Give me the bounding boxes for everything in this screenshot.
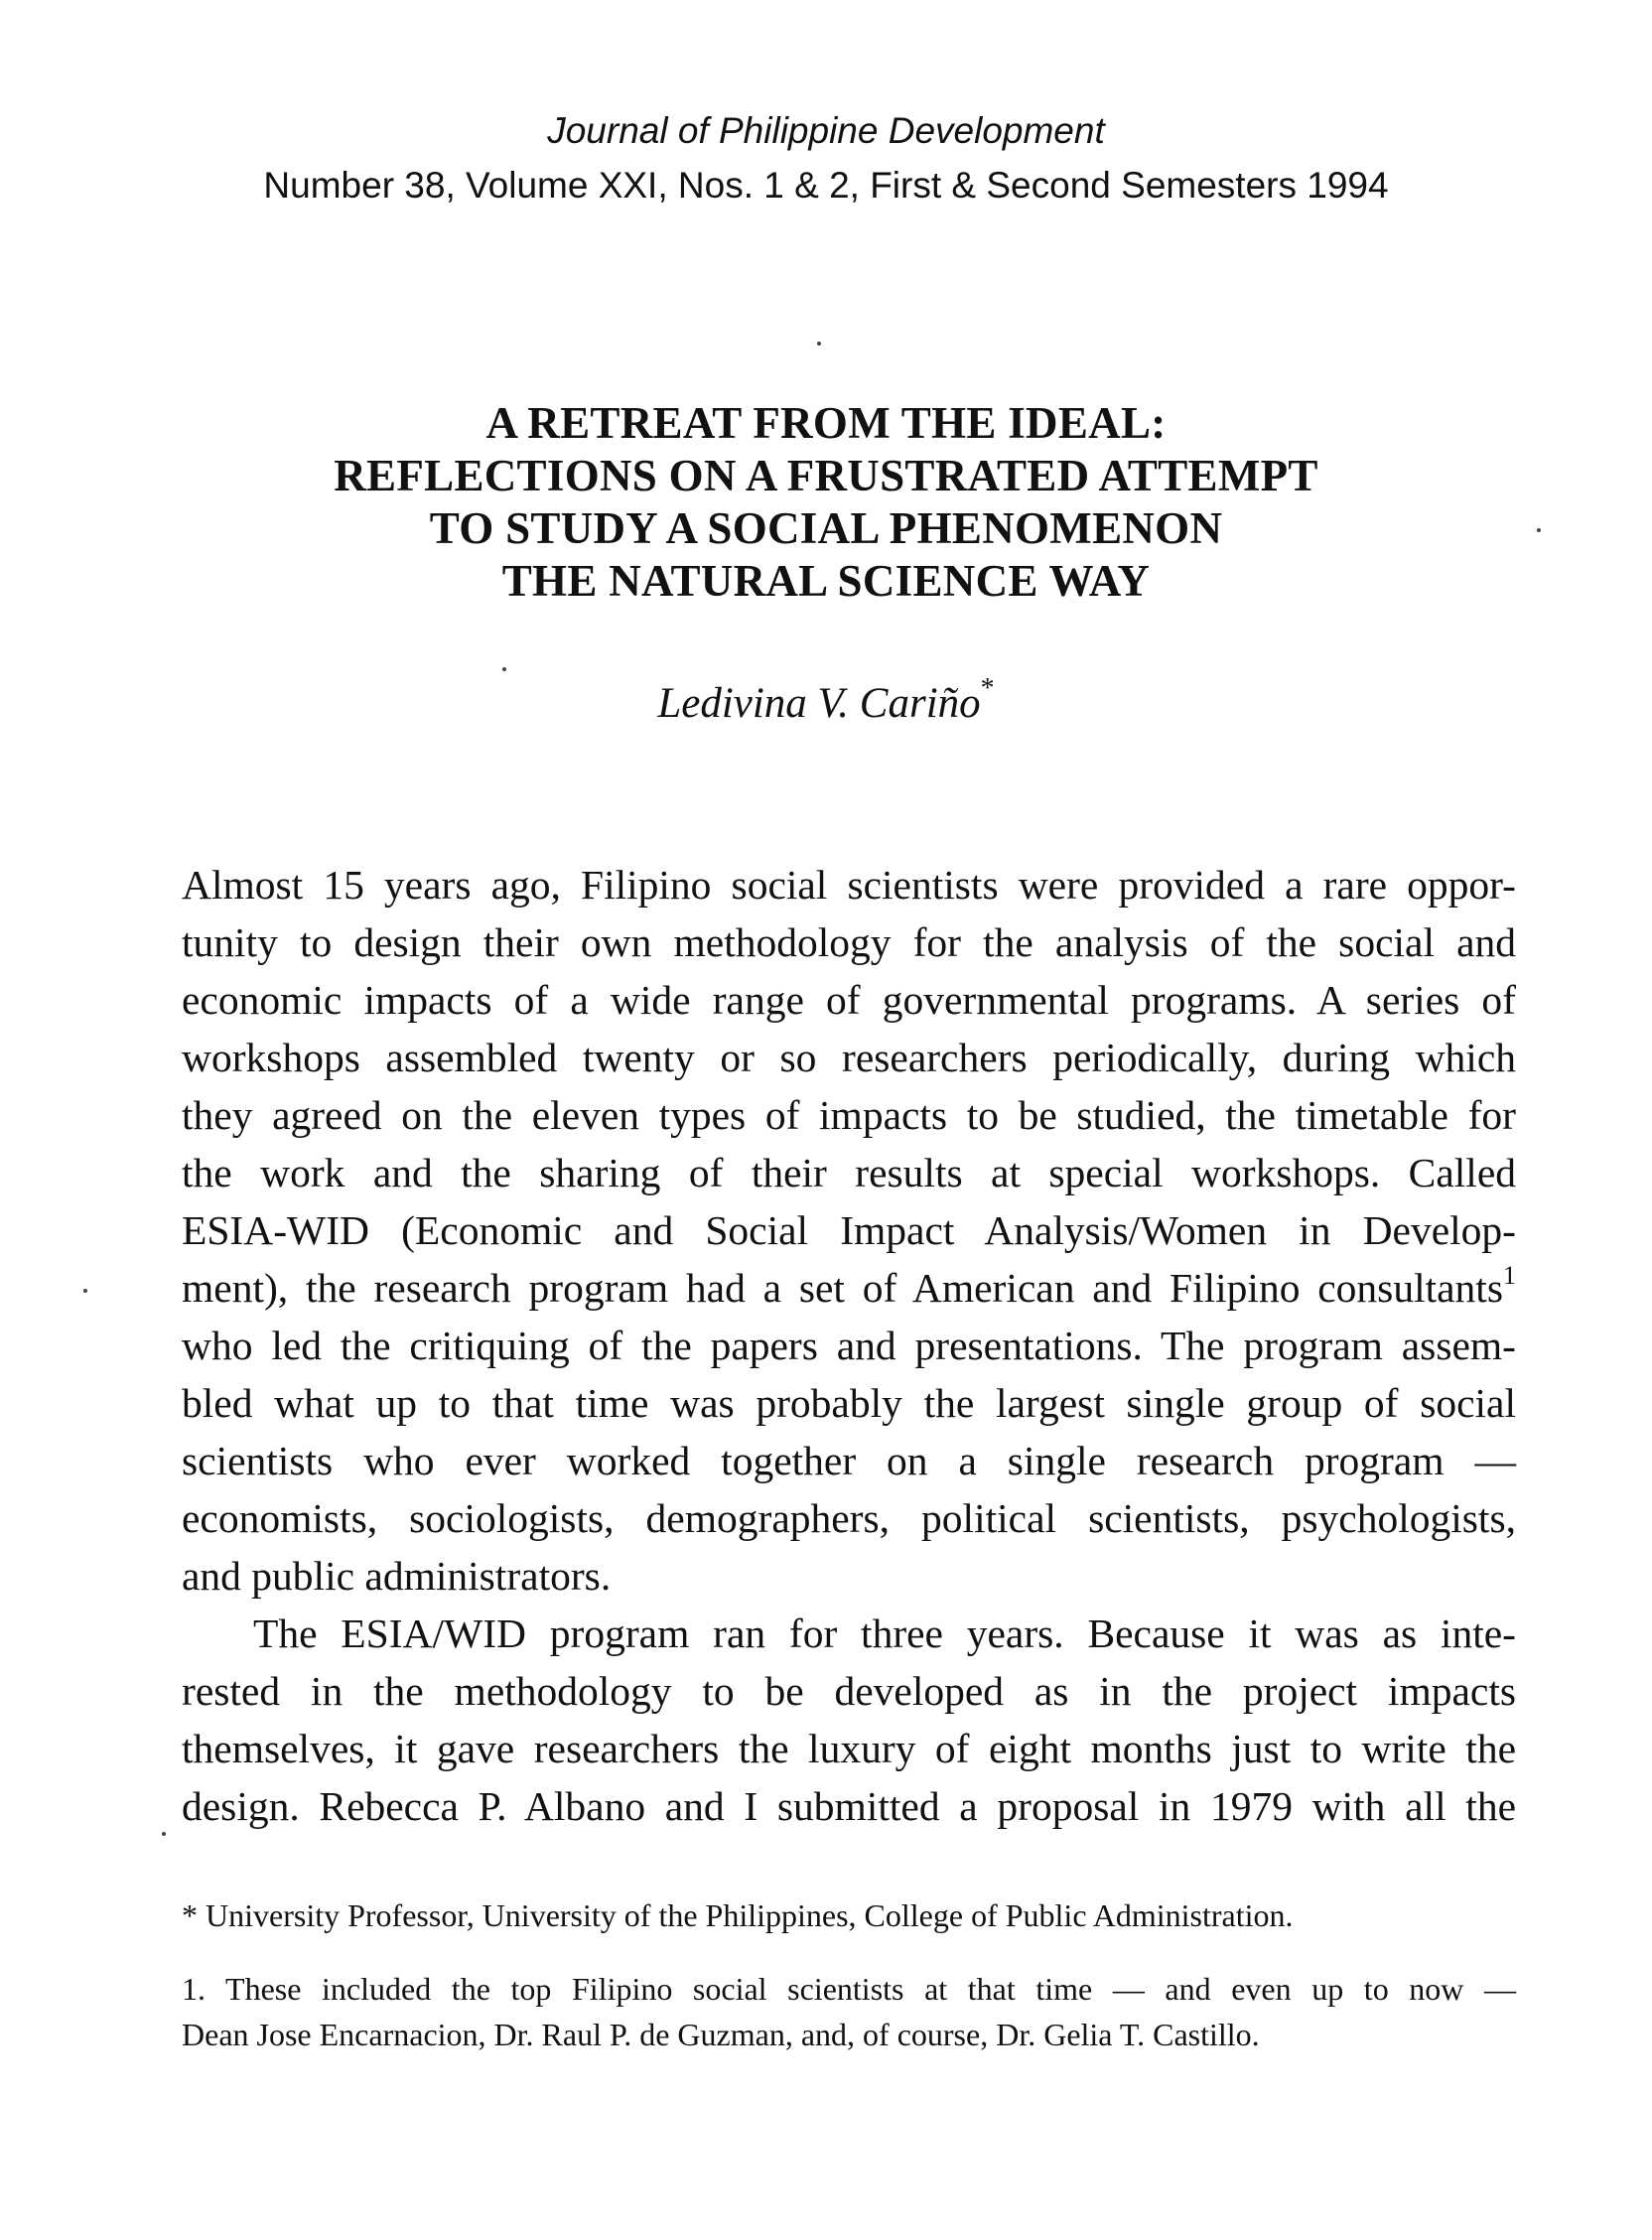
body-line: economic impacts of a wide range of governmental programs. A series of	[182, 977, 1516, 1023]
body-line-with-footnote	[182, 1259, 1516, 1317]
body-line: bled what up to that time was probably the largest single group of social	[182, 1380, 1516, 1426]
scan-speck	[162, 1832, 166, 1836]
body-line: Almost 15 years ago, Filipino social scientists were provided a rare oppor-	[182, 862, 1516, 908]
footnote-star: * University Professor, University of the Philippines, College of Public Administration.	[182, 1897, 1294, 1933]
title-line: THE NATURAL SCIENCE WAY	[501, 556, 1151, 606]
footnotes	[182, 1892, 1516, 2057]
body-line: design. Rebecca P. Albano and I submitted a proposal in 1979 with all the	[182, 1783, 1516, 1829]
author-byline	[0, 673, 1652, 730]
footnote-1-line: Dean Jose Encarnacion, Dr. Raul P. de Guzman, and, of course, Dr. Gelia T. Castillo.	[182, 2017, 1260, 2052]
article-title	[0, 397, 1652, 608]
body-line: scientists who ever worked together on a single research program —	[182, 1438, 1516, 1483]
body-line-text: ment), the research program had a set of American and Filipino consultants	[182, 1265, 1503, 1311]
scan-speck	[83, 1289, 87, 1293]
body-line: and public administrators.	[182, 1553, 612, 1599]
body-line: workshops assembled twenty or so researchers periodically, during which	[182, 1035, 1516, 1080]
body-line: ESIA-WID (Economic and Social Impact Analysis/Women in Develop-	[182, 1207, 1516, 1253]
scan-speck	[502, 667, 506, 671]
journal-name: Journal of Philippine Development	[547, 110, 1105, 151]
scan-speck	[1537, 528, 1541, 532]
body-line: economists, sociologists, demographers, political scientists, psychologists,	[182, 1495, 1516, 1541]
body-line: rested in the methodology to be developed as in the project impacts	[182, 1668, 1516, 1714]
footnote-ref-1: 1	[1503, 1261, 1516, 1290]
body-text	[182, 856, 1516, 1835]
title-line: REFLECTIONS ON A FRUSTRATED ATTEMPT	[334, 451, 1318, 500]
title-line: TO STUDY A SOCIAL PHENOMENON	[429, 503, 1223, 553]
body-line: The ESIA/WID program ran for three years. Because it was as inte-	[253, 1610, 1516, 1656]
body-line: they agreed on the eleven types of impacts to be studied, the timetable for	[182, 1092, 1516, 1138]
body-line: who led the critiquing of the papers and presentations. The program assem-	[182, 1323, 1516, 1368]
author-footnote-marker: *	[980, 673, 995, 704]
scan-speck	[817, 342, 821, 346]
author-name: Ledivina V. Cariño	[657, 680, 981, 727]
body-line: themselves, it gave researchers the luxury of eight months just to write the	[182, 1726, 1516, 1771]
body-line: tunity to design their own methodology for the analysis of the social and	[182, 919, 1516, 965]
footnote-1-line: 1. These included the top Filipino social scientists at that time — and even up to now —	[182, 1971, 1516, 2007]
title-line: A RETREAT FROM THE IDEAL:	[485, 398, 1167, 448]
journal-issue: Number 38, Volume XXI, Nos. 1 & 2, First & Second Semesters 1994	[263, 165, 1389, 206]
body-line: the work and the sharing of their results at special workshops. Called	[182, 1150, 1516, 1195]
